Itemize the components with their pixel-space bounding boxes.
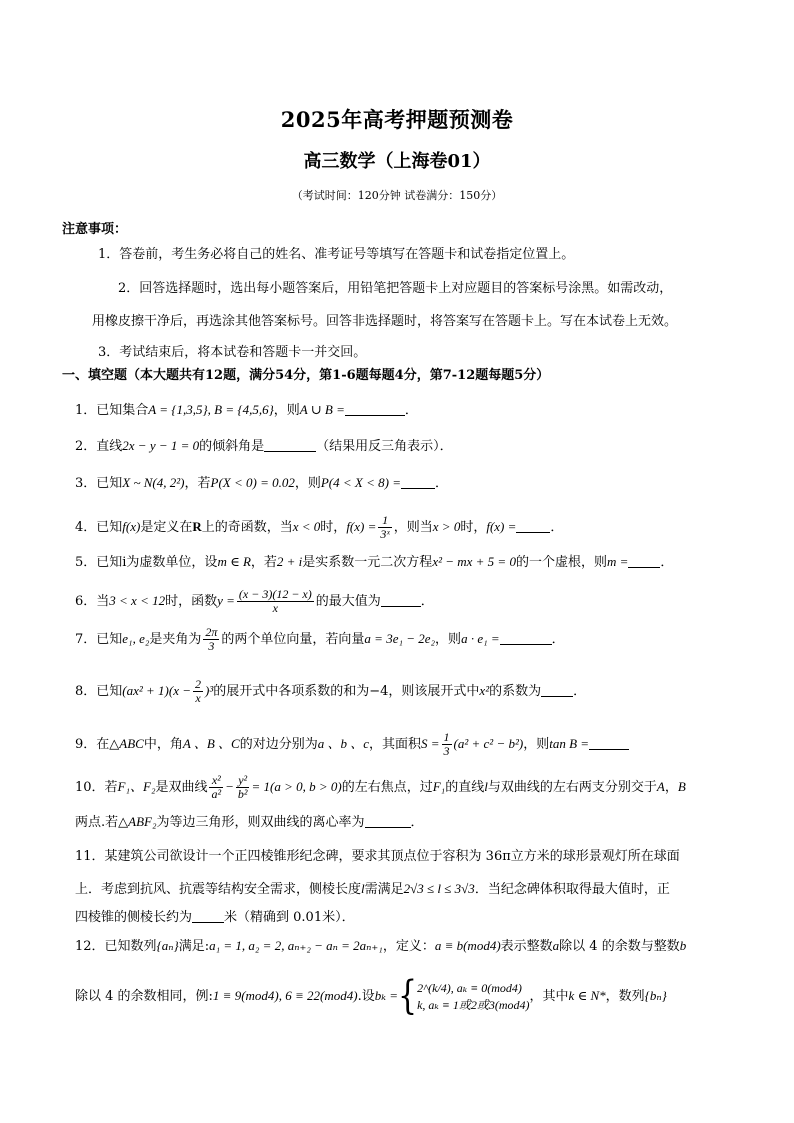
q8-frac-den: x — [195, 691, 201, 705]
notice-item-3: 3．考试结束后，将本试卷和答题卡一并交回。 — [98, 345, 367, 360]
q10-point-a: A — [656, 779, 665, 794]
q4-fraction — [378, 514, 391, 541]
q5-m-ask: m = — [606, 554, 629, 569]
q3-prob-given: P(X < 0) = 0.02 — [210, 475, 295, 490]
q5-m-real: m ∈ R — [217, 554, 251, 569]
q3-end: ． — [434, 476, 448, 491]
q3-prob-ask: P(4 < X < 8) = — [320, 475, 401, 490]
q3-answer-blank[interactable] — [401, 476, 435, 489]
q3-text3: ，则 — [294, 476, 321, 491]
q4-frac-num: 1 — [378, 514, 391, 528]
q12-a: a — [552, 938, 560, 953]
question-10-line-2 — [75, 813, 424, 832]
question-4 — [75, 512, 563, 543]
q10-triangle: △ABF₂ — [118, 814, 157, 829]
q12-recurrence: a₁ = 1, a₂ = 2, aₙ₊₂ − aₙ = 2aₙ₊₁ — [209, 938, 383, 953]
q12-text2: 满足: — [178, 939, 210, 954]
q6-text3: 的最大值为 — [315, 594, 381, 609]
q6-frac-den: x — [272, 601, 278, 615]
q4-fx-ask: f(x) = — [486, 519, 517, 534]
q12-seq: {aₙ} — [156, 938, 179, 953]
q4-reals: R — [192, 519, 202, 534]
q3-dist: X ~ N(4, 2²) — [122, 475, 185, 490]
q7-frac-den: 3 — [208, 639, 215, 653]
notice-heading: 注意事项： — [62, 222, 128, 237]
q5-text2: ，若 — [250, 555, 277, 570]
q10-eq-rest: = 1(a > 0, b > 0) — [251, 779, 342, 794]
q12-bk: bₖ = — [374, 988, 398, 1003]
q10-point-b: B — [677, 779, 686, 794]
question-7 — [75, 624, 565, 655]
q11-text: 上．考虑到抗风、抗震等结构安全需求，侧棱长度 — [75, 882, 362, 897]
q8-fraction — [193, 678, 203, 705]
q11-range: 2√3 ≤ l ≤ 3√3 — [403, 881, 475, 896]
q4-text: 4．已知 — [75, 520, 123, 535]
q12-congruence: a ≡ b(mod4) — [434, 938, 501, 953]
q12-text6: 除以 4 的余数相同，例: — [75, 989, 213, 1004]
q1-answer-blank[interactable] — [345, 403, 405, 416]
q9-frac-num: 1 — [443, 730, 450, 744]
q9-answer-blank[interactable] — [589, 737, 629, 750]
q5-equation: x² − mx + 5 = 0 — [432, 554, 516, 569]
q2-text2: 的倾斜角是 — [199, 439, 265, 454]
question-3 — [75, 474, 448, 493]
q10-minus: − — [225, 779, 234, 794]
question-11-line-3 — [75, 909, 355, 927]
notice-item-1: 1．答卷前，考生务必将自己的姓名、准考证号等填写在答题卡和试卷指定位置上。 — [98, 247, 575, 262]
q8-answer-blank[interactable] — [541, 684, 573, 697]
exam-info: （考试时间：120分钟 试卷满分：150分） — [291, 189, 503, 202]
q12-bn: {bₙ} — [644, 988, 667, 1003]
question-1 — [75, 401, 418, 420]
q6-fraction — [237, 588, 314, 615]
q3-text2: ，若 — [184, 476, 211, 491]
q8-text3: 的系数为 — [489, 684, 542, 699]
q7-text3: 的两个单位向量，若向量 — [221, 632, 365, 647]
q12-example: 1 ≡ 9(mod4), 6 ≡ 22(mod4) — [212, 988, 358, 1003]
q7-vector-a: a = 3e₁ − 2e₂ — [364, 631, 436, 646]
q9-area-s: S = — [421, 736, 440, 751]
q12-b: b — [679, 938, 687, 953]
q4-end: ． — [550, 520, 564, 535]
q2-answer-blank[interactable] — [264, 439, 316, 452]
q4-text3: 上的奇函数，当 — [201, 520, 293, 535]
q4-cond2: x > 0 — [432, 519, 461, 534]
q7-dot: a · e₁ = — [461, 631, 500, 646]
q12-text: 12．已知数列 — [75, 939, 157, 954]
q12-brace: { — [397, 973, 418, 1019]
q4-frac-den: 3ˣ — [380, 527, 390, 541]
q4-fx-eq: f(x) = — [346, 519, 377, 534]
q12-case-1: 2^(k/4), aₖ ≡ 0(mod4) — [417, 980, 522, 995]
q10-fraction-y — [236, 774, 250, 801]
q5-text: 5．已知i为虚数单位，设 — [75, 555, 218, 570]
q10-fraction-x — [209, 774, 223, 801]
q10-frac-x-num: x² — [209, 774, 223, 788]
q11-text4: 四棱锥的侧棱长约为 — [75, 910, 193, 925]
q4-text5: ，则当 — [393, 520, 433, 535]
q9-text2: 中，角 — [143, 737, 183, 752]
q9-text5: ，则 — [523, 737, 550, 752]
q11-text3: ．当纪念碑体积取得最大值时，正 — [474, 882, 670, 897]
q12-cases — [417, 980, 529, 1014]
q11-text5: 米（精确到 0.01米）． — [224, 910, 355, 925]
q12-text5: 除以 4 的余数与整数 — [559, 939, 680, 954]
q4-text4: 时， — [320, 520, 347, 535]
q7-text: 7．已知 — [75, 632, 123, 647]
q8-end: ． — [573, 684, 587, 699]
q10-text7: 为等边三角形，则双曲线的离心率为 — [156, 815, 365, 830]
question-2 — [75, 437, 453, 456]
q6-text: 6．当 — [75, 594, 110, 609]
q1-end: ． — [404, 403, 418, 418]
q1-expr: A ∪ B = — [299, 402, 345, 417]
q4-cond1: x < 0 — [292, 519, 321, 534]
q7-text2: 是夹角为 — [149, 632, 202, 647]
q7-answer-blank[interactable] — [500, 632, 552, 645]
q10-frac-y-den: b² — [237, 787, 248, 801]
q4-fx: f(x) — [122, 519, 141, 534]
q4-answer-blank[interactable] — [516, 520, 550, 533]
q9-tanb: tan B = — [549, 736, 590, 751]
q10-text6: 两点.若 — [75, 815, 119, 830]
q8-text: 8．已知 — [75, 684, 123, 699]
notice-item-2: 2．回答选择题时，选出每小题答案后，用铅笔把答题卡上对应题目的答案标号涂黑。如需改动， — [118, 281, 673, 296]
q9-sides: a 、b 、c — [317, 736, 369, 751]
q5-root: 2 + i — [276, 554, 303, 569]
question-5 — [75, 553, 673, 572]
q9-frac-den: 3 — [443, 744, 450, 758]
q9-text4: ，其面积 — [368, 737, 421, 752]
q6-end: ． — [420, 594, 434, 609]
question-11-line-2 — [75, 880, 670, 899]
q10-text2: 是双曲线 — [155, 780, 208, 795]
q7-frac-num: 2π — [205, 625, 218, 639]
q2-text: 2．直线 — [75, 439, 123, 454]
q7-text4: ，则 — [435, 632, 462, 647]
q1-sets: A = {1,3,5}, B = {4,5,6} — [148, 402, 274, 417]
q2-line-eq: 2x − y − 1 = 0 — [122, 438, 200, 453]
question-12-line-2 — [75, 973, 667, 1019]
q11-answer-blank[interactable] — [192, 910, 224, 923]
q2-end: （结果用反三角表示）． — [316, 439, 453, 454]
q12-text7: .设 — [357, 989, 375, 1004]
q9-text3: 的对边分别为 — [239, 737, 318, 752]
q5-end: ． — [660, 555, 674, 570]
q10-text5: 与双曲线的左右两支分别交于 — [487, 780, 657, 795]
q6-answer-blank[interactable] — [381, 594, 421, 607]
q10-text4: 的直线 — [445, 780, 485, 795]
q12-k-domain: k ∈ N* — [568, 988, 606, 1003]
q1-text2: ，则 — [273, 403, 300, 418]
question-8 — [75, 676, 586, 707]
q10-frac-x-den: a² — [211, 787, 222, 801]
q12-text9: ，数列 — [605, 989, 645, 1004]
q8-expr-left: (ax² + 1)(x − — [122, 683, 192, 698]
q9-area-expr: (a² + c² − b²) — [453, 736, 524, 751]
q12-case-2: k, aₖ ≡ 1或2或3(mod4) — [417, 997, 530, 1012]
q10-frac-y-num: y² — [236, 774, 250, 788]
q10-answer-blank[interactable] — [365, 815, 411, 828]
q9-fraction — [442, 731, 452, 758]
question-6 — [75, 586, 434, 617]
exam-subtitle: 高三数学（上海卷01） — [303, 151, 491, 172]
q8-x2: x² — [479, 683, 490, 698]
question-9 — [75, 729, 629, 760]
q9-text: 9．在 — [75, 737, 110, 752]
section-heading: 一、填空题（本大题共有12题，满分54分，第1-6题每题4分，第7-12题每题5分） — [62, 368, 550, 383]
q5-answer-blank[interactable] — [628, 555, 660, 568]
q1-text: 1．已知集合 — [75, 403, 149, 418]
exam-title: 2025年高考押题预测卷 — [280, 107, 514, 132]
q8-frac-num: 2 — [195, 677, 202, 691]
q5-text3: 是实系数一元二次方程 — [302, 555, 433, 570]
q12-text8: ，其中 — [529, 989, 569, 1004]
question-10-line-1 — [75, 771, 686, 804]
q12-text3: ，定义： — [382, 939, 435, 954]
q9-triangle: △ABC — [109, 736, 144, 751]
q10-sep: ， — [664, 780, 678, 795]
q4-text2: 是定义在 — [140, 520, 193, 535]
q10-f1: F₁ — [432, 779, 446, 794]
q10-text: 10．若 — [75, 780, 118, 795]
q8-expr-right: )³ — [205, 683, 214, 698]
q7-vectors: e₁, e₂ — [122, 631, 150, 646]
q7-end: ． — [551, 632, 565, 647]
q4-text6: 时， — [460, 520, 487, 535]
q6-range: 3 < x < 12 — [109, 593, 166, 608]
q7-fraction — [203, 626, 219, 653]
question-11-line-1: 11．某建筑公司欲设计一个正四棱锥形纪念碑，要求其顶点位于容积为 36π立方米的球形景观灯所在球面 — [75, 849, 680, 864]
q10-end: ． — [410, 815, 424, 830]
q5-text4: 的一个虚根，则 — [515, 555, 607, 570]
q8-text2: 的展开式中各项系数的和为−4，则该展开式中 — [213, 684, 480, 699]
question-12-line-1 — [75, 937, 686, 956]
q6-frac-num: (x − 3)(12 − x) — [238, 587, 312, 601]
q10-text3: 的左右焦点，过 — [341, 780, 433, 795]
q12-text4: 表示整数 — [500, 939, 553, 954]
q6-text2: 时，函数 — [165, 594, 218, 609]
q3-text: 3．已知 — [75, 476, 123, 491]
q11-l: l — [361, 881, 365, 896]
q6-y-eq: y = — [217, 593, 235, 608]
q10-line-l: l — [484, 779, 488, 794]
q10-foci: F₁、F₂ — [117, 779, 156, 794]
q9-angles: A 、B 、C — [182, 736, 240, 751]
q11-text2: 需满足 — [364, 882, 404, 897]
notice-item-2-cont: 用橡皮擦干净后，再选涂其他答案标号。回答非选择题时，将答案写在答题卡上。写在本试卷上无效。 — [92, 314, 678, 329]
